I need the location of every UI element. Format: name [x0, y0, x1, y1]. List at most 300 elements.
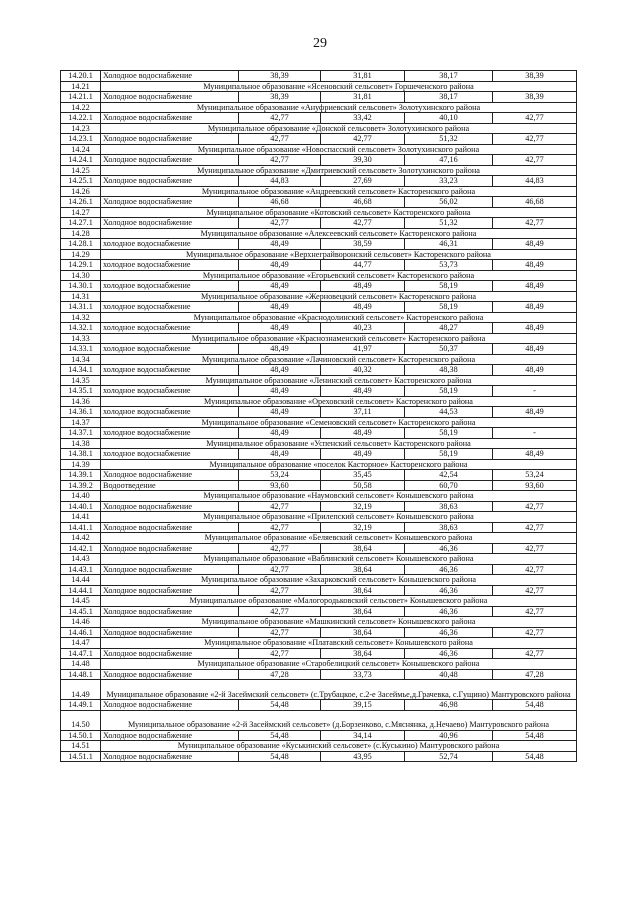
tariff-value: 42,77	[493, 218, 577, 229]
tariff-value: 41,97	[321, 344, 405, 355]
table-row	[61, 365, 577, 376]
tariff-value: 46,68	[321, 197, 405, 208]
row-code: 14.27	[61, 207, 101, 218]
row-code: 14.37.1	[61, 428, 101, 439]
tariff-value: 42,77	[493, 585, 577, 596]
table-row	[61, 470, 577, 481]
tariff-value: 44,83	[493, 176, 577, 187]
tariff-value: 48,49	[493, 260, 577, 271]
section-header-row	[61, 354, 577, 365]
tariff-value: 48,49	[239, 344, 321, 355]
tariff-value: 38,64	[321, 585, 405, 596]
section-header-row	[61, 249, 577, 260]
tariff-value: 54,48	[239, 751, 321, 762]
row-code: 14.21	[61, 81, 101, 92]
tariff-value: 48,49	[239, 365, 321, 376]
row-code: 14.33	[61, 333, 101, 344]
table-row	[61, 281, 577, 292]
tariff-value: 40,32	[321, 365, 405, 376]
municipality-header: Муниципальное образование «Новоспасский сельсовет» Золотухинского района	[101, 144, 577, 155]
table-row	[61, 585, 577, 596]
table-row	[61, 669, 577, 680]
row-code: 14.29	[61, 249, 101, 260]
municipality-header: Муниципальное образование «Платавский сельсовет» Конышевского района	[101, 638, 577, 649]
tariff-value: 48,49	[239, 386, 321, 397]
service-name: Холодное водоснабжение	[101, 92, 239, 103]
municipality-header: Муниципальное образование «Донской сельсовет» Золотухинского района	[101, 123, 577, 134]
row-code: 14.23	[61, 123, 101, 134]
table-row	[61, 751, 577, 762]
tariff-value: 48,49	[493, 407, 577, 418]
municipality-header: Муниципальное образование «Егорьевский сельсовет» Касторенского района	[101, 270, 577, 281]
row-code: 14.31	[61, 291, 101, 302]
service-name: Холодное водоснабжение	[101, 585, 239, 596]
tariff-value: 42,77	[239, 134, 321, 145]
tariff-value: 58,19	[405, 428, 493, 439]
section-header-row	[61, 438, 577, 449]
municipality-header: Муниципальное образование «Алексеевский сельсовет» Касторенского района	[101, 228, 577, 239]
tariff-value: 42,77	[239, 543, 321, 554]
municipality-header: Муниципальное образование «Успенский сельсовет» Касторенского района	[101, 438, 577, 449]
tariff-value: 38,59	[321, 239, 405, 250]
tariff-value: 39,15	[321, 700, 405, 711]
tariff-value: 42,77	[239, 113, 321, 124]
tariff-value: 48,49	[239, 407, 321, 418]
tariff-value: 42,77	[239, 522, 321, 533]
row-code: 14.46	[61, 617, 101, 628]
tariff-value: 53,24	[239, 470, 321, 481]
row-code: 14.49	[61, 680, 101, 700]
table-row	[61, 302, 577, 313]
section-header-row	[61, 396, 577, 407]
service-name: Холодное водоснабжение	[101, 113, 239, 124]
service-name: холодное водоснабжение	[101, 281, 239, 292]
service-name: холодное водоснабжение	[101, 386, 239, 397]
row-code: 14.28	[61, 228, 101, 239]
service-name: Холодное водоснабжение	[101, 522, 239, 533]
row-code: 14.36	[61, 396, 101, 407]
municipality-header: Муниципальное образование «Прилепский сельсовет» Конышевского района	[101, 512, 577, 523]
section-header-row	[61, 459, 577, 470]
row-code: 14.44.1	[61, 585, 101, 596]
tariff-value: 48,49	[493, 302, 577, 313]
section-header-row	[61, 207, 577, 218]
tariff-value: 48,49	[321, 302, 405, 313]
table-row	[61, 386, 577, 397]
tariff-value: 42,77	[239, 218, 321, 229]
table-row	[61, 480, 577, 491]
tariff-value: 48,49	[493, 281, 577, 292]
tariff-value: 40,23	[321, 323, 405, 334]
section-header-row	[61, 680, 577, 700]
tariff-value: 48,49	[321, 281, 405, 292]
service-name: холодное водоснабжение	[101, 407, 239, 418]
section-header-row	[61, 270, 577, 281]
municipality-header: Муниципальное образование «Наумовский сельсовет» Конышевского района	[101, 491, 577, 502]
table-row	[61, 522, 577, 533]
tariff-value: 38,64	[321, 627, 405, 638]
tariff-value: 48,49	[321, 449, 405, 460]
municipality-header: Муниципальное образование «Лачиновский сельсовет» Касторенского района	[101, 354, 577, 365]
table-row	[61, 606, 577, 617]
tariff-value: 42,77	[493, 564, 577, 575]
section-header-row	[61, 659, 577, 670]
tariff-value: 58,19	[405, 281, 493, 292]
table-row	[61, 648, 577, 659]
row-code: 14.24	[61, 144, 101, 155]
tariff-value: 43,95	[321, 751, 405, 762]
row-code: 14.22	[61, 102, 101, 113]
row-code: 14.43	[61, 554, 101, 565]
tariff-value: 38,63	[405, 522, 493, 533]
row-code: 14.32	[61, 312, 101, 323]
tariff-value: 47,28	[239, 669, 321, 680]
service-name: холодное водоснабжение	[101, 449, 239, 460]
tariff-value: 48,38	[405, 365, 493, 376]
section-header-row	[61, 617, 577, 628]
tariff-value: 37,11	[321, 407, 405, 418]
tariff-value: 38,64	[321, 564, 405, 575]
row-code: 14.48	[61, 659, 101, 670]
tariff-value: 48,49	[239, 302, 321, 313]
row-code: 14.30	[61, 270, 101, 281]
municipality-header: Муниципальное образование «Андреевский сельсовет» Касторенского района	[101, 186, 577, 197]
section-header-row	[61, 375, 577, 386]
section-header-row	[61, 554, 577, 565]
tariff-value: 54,48	[239, 700, 321, 711]
service-name: Холодное водоснабжение	[101, 730, 239, 741]
table-row	[61, 218, 577, 229]
table-row	[61, 71, 577, 82]
table-row	[61, 113, 577, 124]
tariff-value: 53,73	[405, 260, 493, 271]
tariff-value: 32,19	[321, 522, 405, 533]
tariff-value: 46,36	[405, 606, 493, 617]
row-code: 14.30.1	[61, 281, 101, 292]
table-row	[61, 92, 577, 103]
section-header-row	[61, 512, 577, 523]
tariff-value: 40,48	[405, 669, 493, 680]
section-header-row	[61, 291, 577, 302]
municipality-header: Муниципальное образование «Старобелицкий сельсовет» Конышевского района	[101, 659, 577, 670]
tariff-value: 42,77	[493, 522, 577, 533]
tariff-value: 38,39	[493, 92, 577, 103]
tariff-value: 46,36	[405, 585, 493, 596]
tariff-value: 44,53	[405, 407, 493, 418]
tariff-value: 46,36	[405, 564, 493, 575]
section-header-row	[61, 417, 577, 428]
row-code: 14.43.1	[61, 564, 101, 575]
table-row	[61, 407, 577, 418]
section-header-row	[61, 123, 577, 134]
municipality-header: Муниципальное образование «Краснодолинский сельсовет» Касторенского района	[101, 312, 577, 323]
tariff-value: 48,49	[493, 449, 577, 460]
tariff-value: 33,23	[405, 176, 493, 187]
row-code: 14.36.1	[61, 407, 101, 418]
service-name: Холодное водоснабжение	[101, 606, 239, 617]
row-code: 14.23.1	[61, 134, 101, 145]
row-code: 14.34	[61, 354, 101, 365]
table-row	[61, 260, 577, 271]
municipality-header: Муниципальное образование «2-й Засеймский сельсовет» (с.Трубацкое, с.2-е Засеймье,д.Грачевка, с.Гущино) Мантуровского района	[101, 680, 577, 700]
tariff-value: 47,28	[493, 669, 577, 680]
section-header-row	[61, 710, 577, 730]
table-row	[61, 176, 577, 187]
table-row	[61, 155, 577, 166]
service-name: холодное водоснабжение	[101, 239, 239, 250]
service-name: холодное водоснабжение	[101, 428, 239, 439]
tariff-value: 32,19	[321, 501, 405, 512]
table-row	[61, 428, 577, 439]
tariff-value: 51,32	[405, 134, 493, 145]
row-code: 14.28.1	[61, 239, 101, 250]
tariff-value: 93,60	[239, 480, 321, 491]
table-row	[61, 239, 577, 250]
section-header-row	[61, 81, 577, 92]
service-name: Холодное водоснабжение	[101, 155, 239, 166]
row-code: 14.47	[61, 638, 101, 649]
tariff-value: 42,77	[493, 113, 577, 124]
row-code: 14.41	[61, 512, 101, 523]
row-code: 14.50.1	[61, 730, 101, 741]
service-name: Холодное водоснабжение	[101, 197, 239, 208]
municipality-header: Муниципальное образование «Дмитриевский сельсовет» Золотухинского района	[101, 165, 577, 176]
tariff-value: 48,49	[239, 281, 321, 292]
row-code: 14.42.1	[61, 543, 101, 554]
tariff-value: 56,02	[405, 197, 493, 208]
row-code: 14.26.1	[61, 197, 101, 208]
table-row	[61, 730, 577, 741]
tariff-value: 34,14	[321, 730, 405, 741]
service-name: Холодное водоснабжение	[101, 470, 239, 481]
tariff-value: 48,49	[239, 449, 321, 460]
section-header-row	[61, 144, 577, 155]
municipality-header: Муниципальное образование «2-й Засеймский сельсовет» (д.Борзенково, с.Мяснянка, д.Нечаево) Мантуровского района	[101, 710, 577, 730]
row-code: 14.39.1	[61, 470, 101, 481]
row-code: 14.49.1	[61, 700, 101, 711]
section-header-row	[61, 165, 577, 176]
tariff-value: 48,49	[239, 239, 321, 250]
tariff-value: 58,19	[405, 302, 493, 313]
tariff-value: 46,36	[405, 648, 493, 659]
tariff-value: 38,63	[405, 501, 493, 512]
tariff-value: 42,77	[239, 627, 321, 638]
tariff-value: 27,69	[321, 176, 405, 187]
service-name: Холодное водоснабжение	[101, 501, 239, 512]
tariff-value: 54,48	[493, 700, 577, 711]
table-row	[61, 134, 577, 145]
row-code: 14.42	[61, 533, 101, 544]
tariff-value: 42,77	[321, 218, 405, 229]
tariff-value: 42,77	[493, 543, 577, 554]
row-code: 14.39.2	[61, 480, 101, 491]
service-name: Водоотведение	[101, 480, 239, 491]
row-code: 14.38	[61, 438, 101, 449]
tariff-value: 93,60	[493, 480, 577, 491]
tariff-value: 42,77	[239, 564, 321, 575]
tariff-value: 38,39	[493, 71, 577, 82]
row-code: 14.40	[61, 491, 101, 502]
municipality-header: Муниципальное образование «Куськинский сельсовет» (с.Куськино) Мантуровского района	[101, 741, 577, 752]
tariff-value: 44,77	[321, 260, 405, 271]
tariff-value: 53,24	[493, 470, 577, 481]
tariff-value: 38,64	[321, 648, 405, 659]
tariff-value: 38,39	[239, 71, 321, 82]
tariff-value: 42,77	[239, 606, 321, 617]
tariff-value: 46,36	[405, 627, 493, 638]
service-name: холодное водоснабжение	[101, 323, 239, 334]
tariff-value: 48,49	[239, 428, 321, 439]
tariff-value: 40,10	[405, 113, 493, 124]
service-name: Холодное водоснабжение	[101, 71, 239, 82]
tariff-value: 52,74	[405, 751, 493, 762]
section-header-row	[61, 186, 577, 197]
municipality-header: Муниципальное образование «Ануфриевский сельсовет» Золотухинского района	[101, 102, 577, 113]
tariff-value: 48,49	[239, 323, 321, 334]
section-header-row	[61, 312, 577, 323]
municipality-header: Муниципальное образование «поселок Касторное» Касторенского района	[101, 459, 577, 470]
table-row	[61, 449, 577, 460]
row-code: 14.31.1	[61, 302, 101, 313]
tariff-value: 48,49	[493, 365, 577, 376]
tariff-value: 48,49	[321, 386, 405, 397]
municipality-header: Муниципальное образование «Котовский сельсовет» Касторенского района	[101, 207, 577, 218]
row-code: 14.25.1	[61, 176, 101, 187]
service-name: Холодное водоснабжение	[101, 543, 239, 554]
row-code: 14.35	[61, 375, 101, 386]
service-name: холодное водоснабжение	[101, 365, 239, 376]
table-row	[61, 323, 577, 334]
tariff-value: 50,58	[321, 480, 405, 491]
row-code: 14.38.1	[61, 449, 101, 460]
service-name: Холодное водоснабжение	[101, 751, 239, 762]
tariff-value: 42,77	[239, 648, 321, 659]
tariff-value: 42,77	[493, 648, 577, 659]
service-name: Холодное водоснабжение	[101, 648, 239, 659]
tariff-value: 51,32	[405, 218, 493, 229]
tariff-value: 48,49	[321, 428, 405, 439]
municipality-header: Муниципальное образование «Семеновский сельсовет» Касторенского района	[101, 417, 577, 428]
service-name: Холодное водоснабжение	[101, 669, 239, 680]
tariff-value: 42,77	[239, 585, 321, 596]
municipality-header: Муниципальное образование «Ореховский сельсовет» Касторенского района	[101, 396, 577, 407]
service-name: холодное водоснабжение	[101, 302, 239, 313]
tariff-value: 48,49	[493, 323, 577, 334]
section-header-row	[61, 228, 577, 239]
tariff-value: 58,19	[405, 449, 493, 460]
row-code: 14.46.1	[61, 627, 101, 638]
section-header-row	[61, 575, 577, 586]
row-code: 14.20.1	[61, 71, 101, 82]
tariff-value: 31,81	[321, 92, 405, 103]
municipality-header: Муниципальное образование «Ваблинский сельсовет» Конышевского района	[101, 554, 577, 565]
tariff-value: 48,49	[493, 239, 577, 250]
row-code: 14.51	[61, 741, 101, 752]
tariff-value: 54,48	[493, 730, 577, 741]
tariff-value: 54,48	[239, 730, 321, 741]
tariff-value: 35,45	[321, 470, 405, 481]
tariff-value: 33,73	[321, 669, 405, 680]
tariff-value: 42,77	[493, 134, 577, 145]
row-code: 14.32.1	[61, 323, 101, 334]
municipality-header: Муниципальное образование «Беляевский сельсовет» Конышевского района	[101, 533, 577, 544]
row-code: 14.50	[61, 710, 101, 730]
row-code: 14.44	[61, 575, 101, 586]
tariff-value: 38,17	[405, 71, 493, 82]
tariff-value: 38,39	[239, 92, 321, 103]
row-code: 14.26	[61, 186, 101, 197]
tariff-value: -	[493, 428, 577, 439]
tariff-value: 38,64	[321, 606, 405, 617]
row-code: 14.40.1	[61, 501, 101, 512]
tariff-value: 38,17	[405, 92, 493, 103]
service-name: Холодное водоснабжение	[101, 218, 239, 229]
tariff-value: 42,77	[493, 606, 577, 617]
tariff-value: 31,81	[321, 71, 405, 82]
tariff-value: 42,54	[405, 470, 493, 481]
row-code: 14.25	[61, 165, 101, 176]
section-header-row	[61, 596, 577, 607]
row-code: 14.21.1	[61, 92, 101, 103]
row-code: 14.45	[61, 596, 101, 607]
tariff-value: 48,49	[239, 260, 321, 271]
page-number: 29	[313, 36, 327, 51]
section-header-row	[61, 491, 577, 502]
service-name: Холодное водоснабжение	[101, 564, 239, 575]
tariff-value: 58,19	[405, 386, 493, 397]
tariff-value: 48,49	[493, 344, 577, 355]
row-code: 14.47.1	[61, 648, 101, 659]
tariff-table	[60, 70, 577, 762]
row-code: 14.27.1	[61, 218, 101, 229]
table-row	[61, 501, 577, 512]
municipality-header: Муниципальное образование «Захарковский сельсовет» Конышевского района	[101, 575, 577, 586]
municipality-header: Муниципальное образование «Ленинский сельсовет» Касторенского района	[101, 375, 577, 386]
tariff-value: 42,77	[321, 134, 405, 145]
service-name: Холодное водоснабжение	[101, 627, 239, 638]
tariff-value: 42,77	[493, 155, 577, 166]
row-code: 14.22.1	[61, 113, 101, 124]
tariff-value: 42,77	[239, 501, 321, 512]
tariff-value: 42,77	[493, 627, 577, 638]
tariff-value: 33,42	[321, 113, 405, 124]
row-code: 14.37	[61, 417, 101, 428]
row-code: 14.24.1	[61, 155, 101, 166]
section-header-row	[61, 638, 577, 649]
section-header-row	[61, 533, 577, 544]
row-code: 14.34.1	[61, 365, 101, 376]
row-code: 14.48.1	[61, 669, 101, 680]
table-row	[61, 627, 577, 638]
table-row	[61, 344, 577, 355]
section-header-row	[61, 741, 577, 752]
table-row	[61, 543, 577, 554]
row-code: 14.33.1	[61, 344, 101, 355]
service-name: Холодное водоснабжение	[101, 176, 239, 187]
tariff-value: 39,30	[321, 155, 405, 166]
municipality-header: Муниципальное образование «Машкинский сельсовет» Конышевского района	[101, 617, 577, 628]
row-code: 14.41.1	[61, 522, 101, 533]
tariff-value: 46,98	[405, 700, 493, 711]
municipality-header: Муниципальное образование «Жерновецкий сельсовет» Касторенского района	[101, 291, 577, 302]
tariff-value: 50,37	[405, 344, 493, 355]
row-code: 14.29.1	[61, 260, 101, 271]
row-code: 14.35.1	[61, 386, 101, 397]
municipality-header: Муниципальное образование «Краснознаменский сельсовет» Касторенского района	[101, 333, 577, 344]
tariff-value: 44,83	[239, 176, 321, 187]
tariff-value: 42,77	[493, 501, 577, 512]
tariff-value: 46,68	[239, 197, 321, 208]
